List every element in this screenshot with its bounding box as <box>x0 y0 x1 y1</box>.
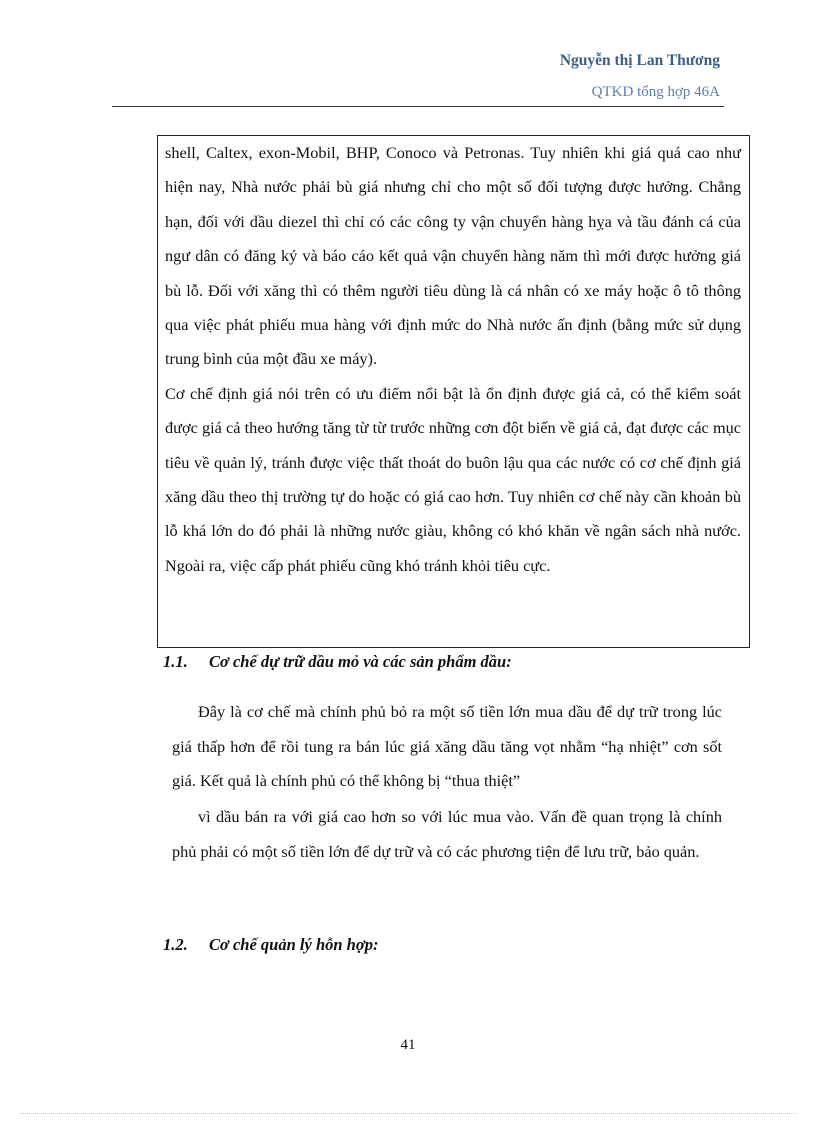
section-heading-1-2 <box>163 935 378 955</box>
section-number: 1.2. <box>163 935 188 954</box>
section-title: Cơ chế dự trữ dầu mỏ và các sản phẩm dầu: <box>209 652 512 671</box>
body-paragraph-a: Đây là cơ chế mà chính phủ bỏ ra một số tiền lớn mua dầu để dự trữ trong lúc giá thấp hơn để rồi tung ra bán lúc giá xăng dầu tăng vọt nhằm “hạ nhiệt” cơn sốt giá. Kết quả là chính phủ có thể không bị “thua thiệt” <box>172 702 722 790</box>
section-heading-1-1 <box>163 652 512 672</box>
header-divider <box>112 106 724 107</box>
page-bottom-border <box>20 1113 796 1114</box>
boxed-text-section <box>157 135 750 648</box>
section-title: Cơ chế quản lý hỗn hợp: <box>209 935 379 954</box>
boxed-paragraph-2: Cơ chế định giá nói trên có ưu điểm nổi bật là ổn định được giá cả, có thể kiểm soát được giá cả theo hướng tăng từ từ trước những cơn đột biến về giá cả, đạt được các mục tiêu về quản lý, tránh được việc thất thoát do buôn lậu qua các nước có cơ chế định giá xăng dầu theo thị trường tự do hoặc có giá cao hơn. Tuy nhiên cơ chế này cần khoản bù lỗ khá lớn do đó phải là những nước giàu, không có khó khăn về ngân sách nhà nước. Ngoài ra, việc cấp phát phiếu cũng khó tránh khỏi tiêu cực. <box>165 383 741 575</box>
header-author-name: Nguyễn thị Lan Thương <box>559 52 720 69</box>
header-class-name: QTKD tổng hợp 46A <box>591 84 720 100</box>
page-number: 41 <box>400 1037 416 1053</box>
boxed-paragraph-1: shell, Caltex, exon-Mobil, BHP, Conoco và Petronas. Tuy nhiên khi giá quá cao như hiện nay, Nhà nước phải bù giá nhưng chỉ cho một số đối tượng được hưởng. Chẳng hạn, đối với dầu diezel thì chỉ có các công ty vận chuyển hàng hỵa và tầu đánh cá của ngư dân có đăng ký và báo cáo kết quả vận chuyển hàng năm thì mới được hưởng giá bù lỗ. Đối với xăng thì có thêm người tiêu dùng là cá nhân có xe máy hoặc ô tô thông qua việc phát phiếu mua hàng với định mức do Nhà nước ấn định (bằng mức sử dụng trung bình của một đầu xe máy). <box>165 143 741 369</box>
section-number: 1.1. <box>163 652 188 671</box>
body-paragraph-b: vì dầu bán ra với giá cao hơn so với lúc mua vào. Vấn đề quan trọng là chính phủ phải có một số tiền lớn để dự trữ và có các phương tiện để lưu trữ, bảo quản. <box>172 807 722 861</box>
